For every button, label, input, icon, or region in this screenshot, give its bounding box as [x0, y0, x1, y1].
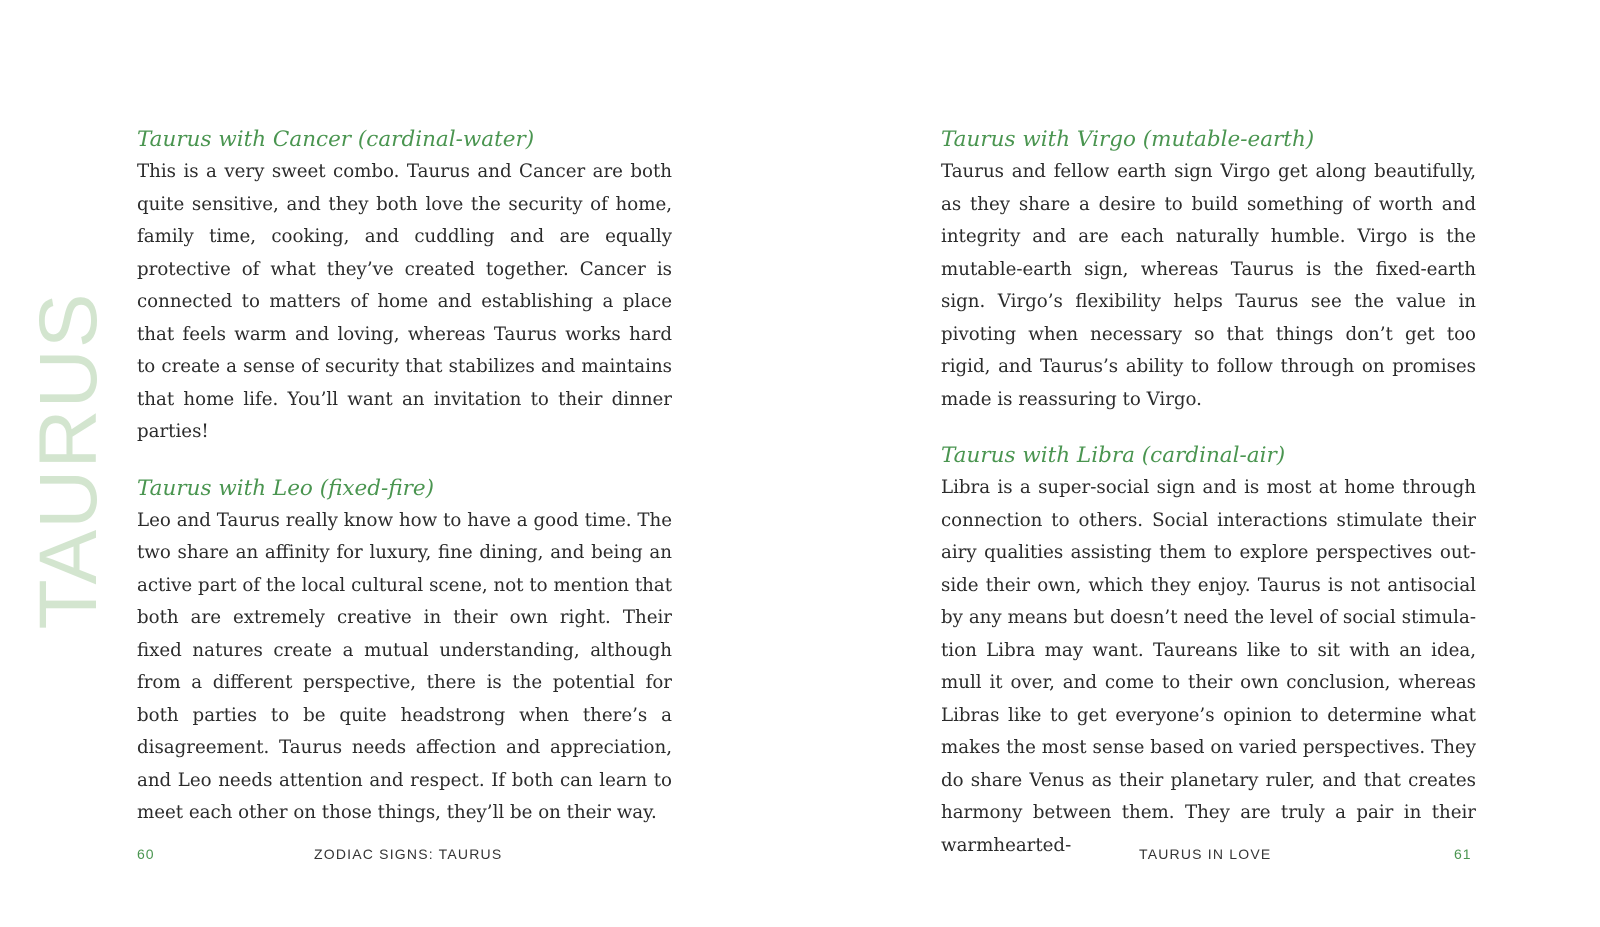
section-cancer [137, 124, 672, 449]
right-running-head: TAURUS IN LOVE [1139, 846, 1272, 862]
section-body: This is a very sweet combo. Taurus and Cancer are both quite sensitive, and they both love the security of home, family time, cooking, and cuddling and are equally protective of what they’ve created together. Cancer is connected to matters of home and establishing a place that feels warm and loving, whereas Taurus works hard to create a sense of security that stabilizes and maintains that home life. You’ll want an invitation to their dinner parties! [137, 161, 672, 442]
right-page [941, 124, 1476, 886]
section-libra [941, 440, 1476, 862]
section-heading: Taurus with Libra (cardinal-air) [941, 443, 1286, 468]
section-heading: Taurus with Leo (fixed-fire) [137, 475, 435, 501]
section-heading: Taurus with Cancer (cardinal-water) [137, 127, 535, 152]
section-body: Leo and Taurus really know how to have a good time. The two share an affinity for luxury, fine dining, and being an active part of the local cultural scene, not to mention that both are extremely creative in their own right. Their fixed natures create a mutual understanding, although from a different perspective, there is the potential for both parties to be quite headstrong when there’s a disagreement. Taurus needs affection and appreciation, and Leo needs attention and respect. If both can learn to meet each other on those things, they’ll be on their way. [137, 509, 672, 823]
section-virgo [941, 124, 1476, 416]
section-body: Libra is a super-social sign and is most at home through connection to others. Social interactions stimulate their airy qualities assisting them to explore perspectives outside their own, which they enjoy. Taurus is not antisocial by any means but doesn’t need the level of social stimulation Libra may want. Taureans like to sit with an idea, mull it over, and come to their own conclusion, whereas Libras like to get everyone’s opinion to determine what makes the most sense based on varied perspectives. They do share Venus as their planetary ruler, and that creates harmony between them. They are truly a pair in their warmhearted- [941, 477, 1476, 856]
left-running-head: ZODIAC SIGNS: TAURUS [314, 846, 503, 862]
right-page-number: 61 [1454, 846, 1472, 862]
side-tab-label: TAURUS [23, 292, 114, 630]
section-body: Taurus and fellow earth sign Virgo get along beautifully, as they share a desire to build something of worth and integrity and are each naturally humble. Virgo is the mutable-earth sign, whereas Taurus is the fixed-earth sign. Virgo’s flexibility helps Taurus see the value in pivoting when necessary so that things don’t get too rigid, and Taurus’s ability to follow through on promises made is reassuring to Virgo. [941, 161, 1476, 410]
left-page-number: 60 [137, 846, 155, 862]
section-leo [137, 473, 672, 830]
side-tab [23, 292, 114, 630]
left-page [137, 124, 672, 854]
section-heading: Taurus with Virgo (mutable-earth) [941, 127, 1315, 152]
